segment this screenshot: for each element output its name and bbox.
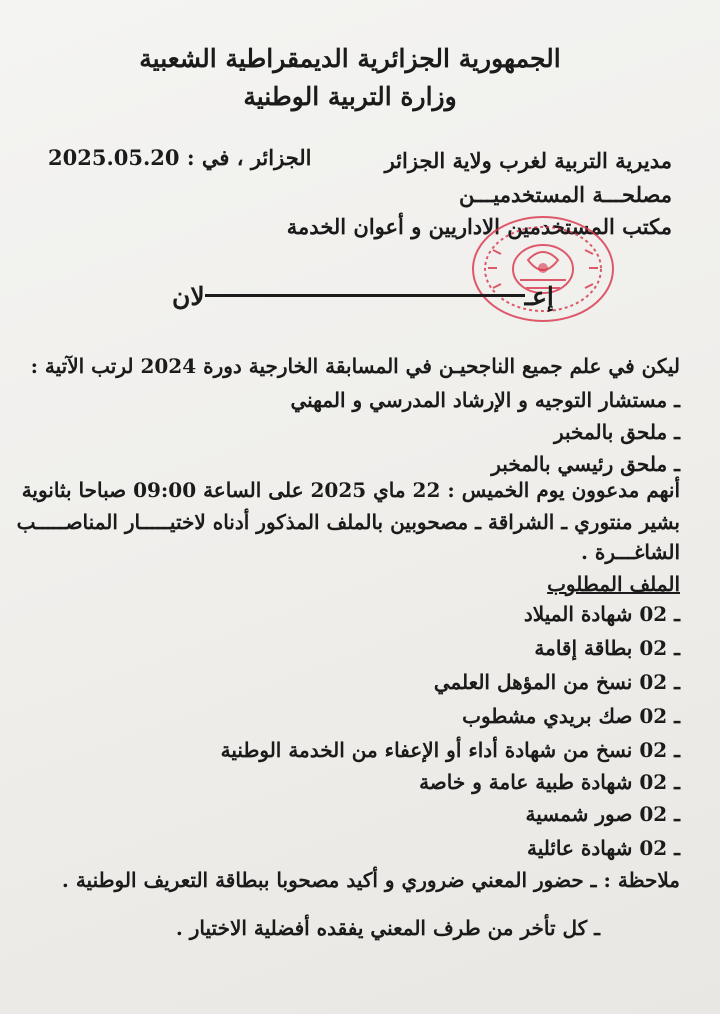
invitation-line-1: أنهم مدعوون يوم الخميس : 22 ماي 2025 على الساعة 09:00 صباحا بثانوية	[21, 478, 680, 502]
office-name: مكتب المستخدمين الاداريين و أعوان الخدمة	[286, 214, 672, 239]
service-name: مصلحـــة المستخدميـــن	[458, 182, 672, 207]
document-item: ـ 02 صك بريدي مشطوب	[462, 704, 680, 728]
announcement-title-end: لان	[172, 282, 205, 311]
ministry-header: وزارة التربية الوطنية	[243, 82, 457, 111]
document-item: ـ 02 شهادة طبية عامة و خاصة	[419, 770, 680, 794]
invitation-line-3: الشاغـــرة .	[580, 540, 680, 564]
directorate-name: مديرية التربية لغرب ولاية الجزائر	[384, 148, 672, 173]
announcement-title	[172, 282, 554, 311]
document-item: ـ 02 شهادة الميلاد	[523, 602, 680, 626]
document-item: ـ 02 صور شمسية	[525, 802, 680, 826]
document-item: ـ 02 شهادة عائلية	[526, 836, 680, 860]
rank-item-3: ـ ملحق رئيسي بالمخبر	[491, 452, 680, 476]
document-item: ـ 02 نسخ من شهادة أداء أو الإعفاء من الخدمة الوطنية	[220, 738, 680, 762]
document-item: ـ 02 بطاقة إقامة	[534, 636, 680, 660]
note-line-2: ـ كل تأخر من طرف المعني يفقده أفضلية الاختيار .	[175, 916, 600, 940]
intro-line: ليكن في علم جميع الناجحيـن في المسابقة الخارجية دورة 2024 لرتب الآتية :	[30, 354, 680, 378]
invitation-line-2: بشير منتوري ـ الشراقة ـ مصحوبين بالملف المذكور أدناه لاختيـــــار المناصـــــب	[16, 510, 680, 534]
announcement-title-stretch	[205, 294, 525, 297]
announcement-title-start: إعـ	[524, 282, 554, 311]
republic-header: الجمهورية الجزائرية الديمقراطية الشعبية	[139, 44, 561, 73]
rank-item-2: ـ ملحق بالمخبر	[553, 420, 680, 444]
required-file-title: الملف المطلوب	[547, 572, 680, 596]
place-date: الجزائر ، في : 2025.05.20	[48, 145, 312, 170]
rank-item-1: ـ مستشار التوجيه و الإرشاد المدرسي و المهني	[290, 388, 680, 412]
document-item: ـ 02 نسخ من المؤهل العلمي	[433, 670, 680, 694]
note-line-1: ملاحظة : ـ حضور المعني ضروري و أكيد مصحوبا ببطاقة التعريف الوطنية .	[61, 868, 680, 892]
